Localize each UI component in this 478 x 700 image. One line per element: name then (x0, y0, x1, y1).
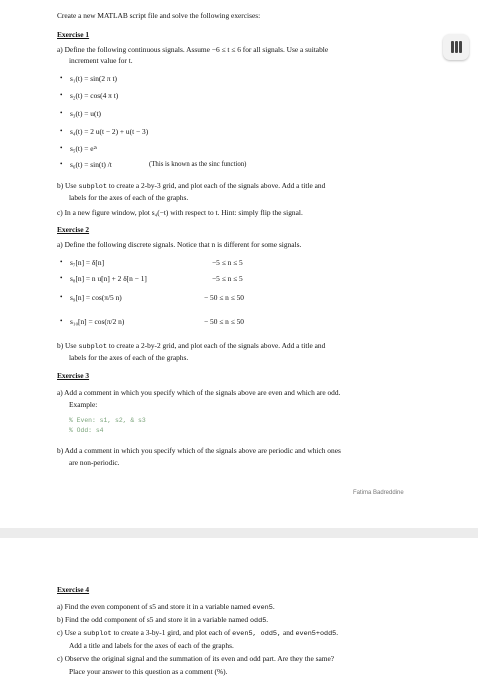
bullet-icon: • (60, 160, 63, 168)
ex4-part-a: a) Find the even component of s5 and store it in a variable named even5. (57, 602, 275, 612)
ex3-part-b-line2: are non-periodic. (69, 458, 120, 467)
subplot-code: subplot (83, 630, 112, 638)
ex4-part-d-line2: Place your answer to this question as a comment (%). (69, 667, 228, 676)
ex3-part-a-line2: Example: (69, 400, 98, 409)
signal-s6-note: (This is known as the sinc function) (149, 161, 247, 168)
ex1-part-a-line2: increment value for t. (69, 56, 133, 65)
even5-odd5-code: even5, odd5, (232, 630, 282, 638)
signal-s1: s₁(t) = sin(2 π t) (70, 74, 118, 83)
ex4-b-text: b) Find the odd component of s5 and store it in a variable named (57, 615, 249, 624)
ex2-b-suffix: to create a 2-by-2 grid, and plot each of the signals above. Add a title and (108, 341, 326, 350)
author-signature: Fatima Badreddine (353, 490, 404, 496)
code-comment-odd: % Odd: s4 (69, 427, 104, 434)
signal-s6: s₆(t) = sin(t) /t (70, 160, 112, 169)
exercise-4-heading: Exercise 4 (57, 585, 90, 594)
ex3-part-a-line1: a) Add a comment in which you specify which of the signals above are even and which are odd. (57, 388, 341, 397)
range-s9: − 50 ≤ n ≤ 50 (204, 293, 244, 302)
odd5-code: odd5 (249, 617, 267, 625)
menu-bar (459, 41, 462, 53)
bullet-icon: • (60, 109, 63, 117)
ex4-part-c-line1: c) Use a subplot to create a 3-by-1 gird, and plot each of even5, odd5, and even5+odd5. (57, 628, 339, 638)
ex4-part-c-line2: Add a title and labels for the axes of each of the graphs. (69, 641, 234, 650)
signal-s10: s₁₀[n] = cos(π/2 n) (70, 317, 125, 326)
menu-bar (451, 41, 454, 53)
range-s10: − 50 ≤ n ≤ 50 (204, 317, 244, 326)
exercise-1-heading: Exercise 1 (57, 30, 90, 39)
ex3-part-b-line1: b) Add a comment in which you specify which of the signals above are periodic and which ones (57, 446, 341, 455)
bullet-icon: • (60, 293, 63, 301)
ex1-part-b-line2: labels for the axes of each of the graphs. (69, 193, 189, 202)
ex2-part-b-line1 (57, 341, 325, 352)
ex4-part-b: b) Find the odd component of s5 and store it in a variable named odd5. (57, 615, 269, 625)
even5-code: even5 (252, 604, 273, 612)
exercise-2-heading: Exercise 2 (57, 225, 90, 234)
ex1-part-b-line1 (57, 181, 325, 192)
subplot-code: subplot (78, 183, 107, 191)
signal-s7: s₇[n] = δ[n] (70, 258, 105, 267)
intro-text: Create a new MATLAB script file and solve the following exercises: (57, 11, 261, 20)
bullet-icon: • (60, 91, 63, 99)
code-comment-even: % Even: s1, s2, & s3 (69, 417, 146, 424)
bullet-icon: • (60, 317, 63, 325)
exercise-3-heading: Exercise 3 (57, 371, 90, 380)
ex2-part-b-line2: labels for the axes of each of the graphs. (69, 353, 189, 362)
range-s7: −5 ≤ n ≤ 5 (212, 258, 243, 267)
ex2-part-a: a) Define the following discrete signals. Notice that n is different for some signals. (57, 240, 302, 249)
signal-s4: s₄(t) = 2 u(t − 2) + u(t − 3) (70, 127, 149, 136)
bullet-icon: • (60, 127, 63, 135)
ex1-part-c: c) In a new figure window, plot s₄(−t) with respect to t. Hint: simply flip the signal. (57, 208, 303, 217)
bullet-icon: • (60, 274, 63, 282)
ex2-b-prefix: b) Use (57, 341, 77, 350)
signal-s9: s₉[n] = cos(π/5 n) (70, 293, 122, 302)
signal-s3: s₃(t) = u(t) (70, 109, 101, 118)
ex1-part-a-line1: a) Define the following continuous signals. Assume −6 ≤ t ≤ 6 for all signals. Use a suitable (57, 45, 329, 54)
bullet-icon: • (60, 144, 63, 152)
subplot-code: subplot (78, 343, 107, 351)
ex4-c-mid: to create a 3-by-1 gird, and plot each of (113, 628, 231, 637)
ex1-b-suffix: to create a 2-by-3 grid, and plot each of the signals above. Add a title and (108, 181, 326, 190)
signal-s2: s₂(t) = cos(4 π t) (70, 91, 119, 100)
menu-bar (455, 41, 458, 53)
range-s8: −5 ≤ n ≤ 5 (212, 274, 243, 283)
ex4-c-and: and (282, 628, 294, 637)
ex4-a-text: a) Find the even component of s5 and store it in a variable named (57, 602, 251, 611)
signal-s8: s₈[n] = n u[n] + 2 δ[n − 1] (70, 274, 147, 283)
bullet-icon: • (60, 258, 63, 266)
ex1-b-prefix: b) Use (57, 181, 77, 190)
signal-s5: s₅(t) = e²ᵗ (70, 144, 98, 153)
menu-button[interactable] (443, 34, 469, 60)
ex4-part-d-line1: c) Observe the original signal and the summation of its even and odd part. Are they the same? (57, 654, 335, 663)
bullet-icon: • (60, 74, 63, 82)
ex4-c-prefix: c) Use a (57, 628, 82, 637)
document-page-2 (0, 538, 478, 700)
sum-code: even5+odd5 (295, 630, 337, 638)
